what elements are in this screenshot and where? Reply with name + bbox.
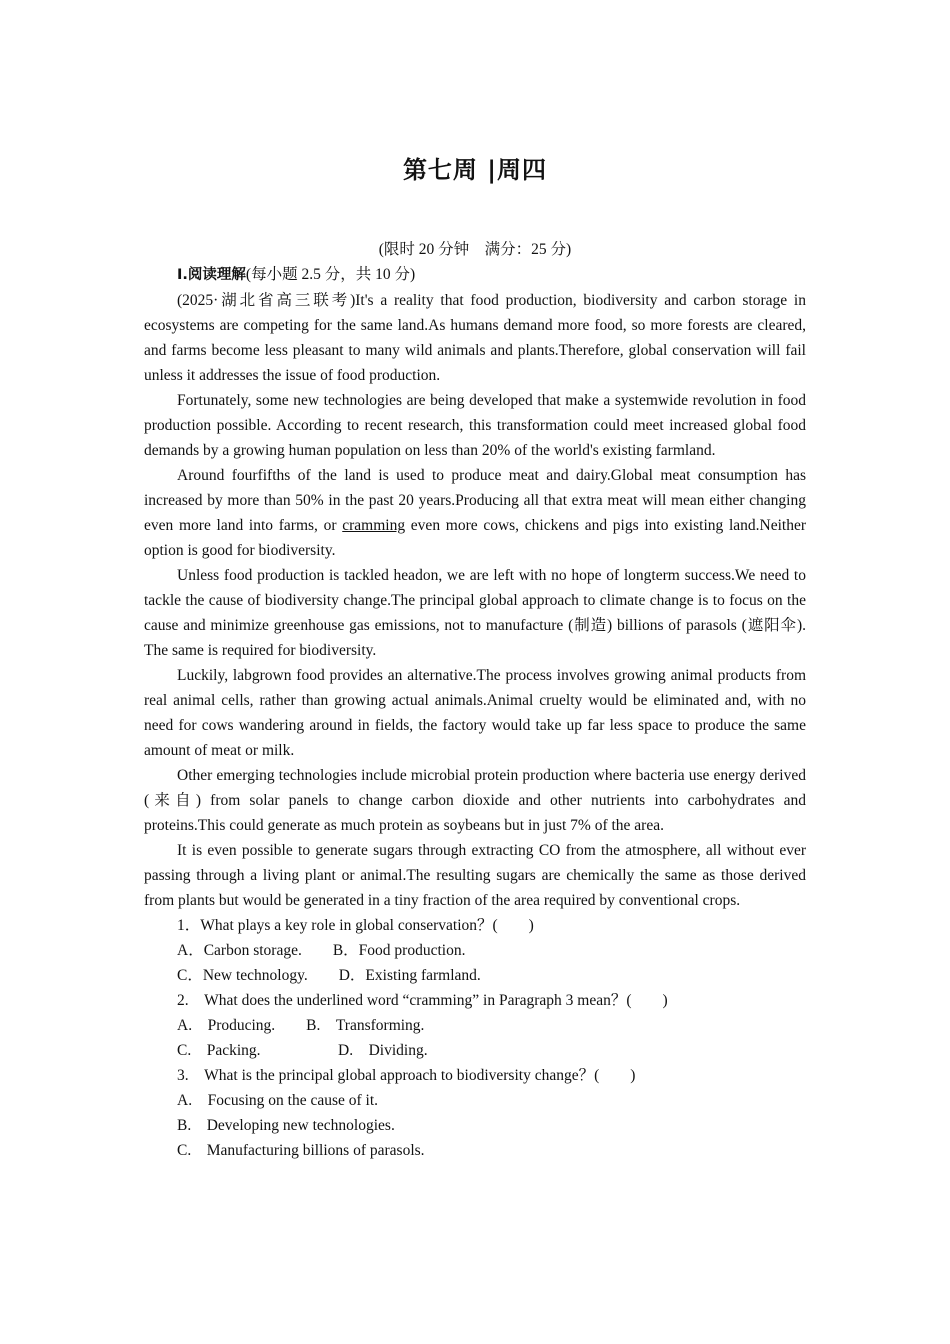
passage-paragraph-5: Luckily, labgrown food provides an alternative.The process involves growing animal products from real animal cells, rather than growing actual animals.Animal cruelty would be eliminated and, with no need for cows wandering around in fields, the factory would take up far less space to produce the same amount of meat or milk. bbox=[144, 667, 806, 759]
passage-paragraph-6: Other emerging technologies include microbial protein production where bacteria use energy derived (来自) from solar panels to change carbon dioxide and other nutrients into carbohydrates and proteins.This could generate as much protein as soybeans but in just 7% of the area. bbox=[144, 767, 806, 834]
question-3-option-c: C. Manufacturing billions of parasols. bbox=[177, 1142, 425, 1159]
question-3-stem: 3. What is the principal global approach to biodiversity change？( ) bbox=[177, 1067, 636, 1084]
page-title: 第七周 |周四 bbox=[402, 156, 548, 184]
question-1-stem: 1．What plays a key role in global conservation？( ) bbox=[177, 917, 534, 934]
section-note: (每小题 2.5 分，共 10 分) bbox=[245, 266, 416, 283]
question-3-option-b: B. Developing new technologies. bbox=[177, 1117, 395, 1134]
passage-paragraph-4: Unless food production is tackled headon, we are left with no hope of longterm success.We need to tackle the cause of biodiversity change.The principal global approach to climate change is to focus on the cause and minimize greenhouse gas emissions, not to manufacture (制造) billions of parasols (遮阳伞). The same is required for biodiversity. bbox=[144, 567, 806, 659]
question-2-options-row-2: C. Packing. D. Dividing. bbox=[177, 1042, 428, 1059]
question-2-options-row-1: A. Producing. B. Transforming. bbox=[177, 1017, 425, 1034]
passage-paragraph-1: (2025·湖北省高三联考)It's a reality that food production, biodiversity and carbon storage in ecosystems are competing for the same land.As humans demand more food, so more forests are cleared, and farms become less pleasant to many wild animals and plants.Therefore, global conservation will fail unless it addresses the issue of food production. bbox=[144, 292, 806, 384]
question-1-options-row-1: A．Carbon storage. B．Food production. bbox=[177, 942, 466, 959]
time-limit: (限时 20 分钟 满分：25 分) bbox=[378, 241, 572, 258]
question-2-stem: 2. What does the underlined word “cramming” in Paragraph 3 mean？( ) bbox=[177, 992, 668, 1009]
section-label: Ⅰ.阅读理解 bbox=[177, 267, 246, 283]
paragraph-text: Around fourfifths of the land is used to produce meat and dairy.Global meat consumption has increased by more than 50% in the past 20 years.Producing all that extra meat will mean either changing even more land into farms, or bbox=[144, 467, 806, 534]
passage-paragraph-2: Fortunately, some new technologies are being developed that make a systemwide revolution in food production possible. According to recent research, this transformation could meet increased global food demands by a growing human population on less than 20% of the world's existing farmland. bbox=[144, 392, 806, 459]
section-heading bbox=[144, 262, 806, 288]
passage-paragraph-3 bbox=[144, 463, 806, 563]
passage-paragraph-7: It is even possible to generate sugars through extracting CO from the atmosphere, all without ever passing through a living plant or animal.The resulting sugars are chemically the same as those derived from plants but would be generated in a tiny fraction of the area required by conventional crops. bbox=[144, 842, 806, 909]
underlined-word: cramming bbox=[342, 517, 406, 534]
question-1-options-row-2: C．New technology. D．Existing farmland. bbox=[177, 967, 481, 984]
paragraph-text: even more cows, chickens and pigs into existing land.Neither option is good for biodiversity. bbox=[144, 517, 807, 559]
document-body bbox=[144, 237, 806, 1163]
question-3-option-a: A. Focusing on the cause of it. bbox=[177, 1092, 379, 1109]
